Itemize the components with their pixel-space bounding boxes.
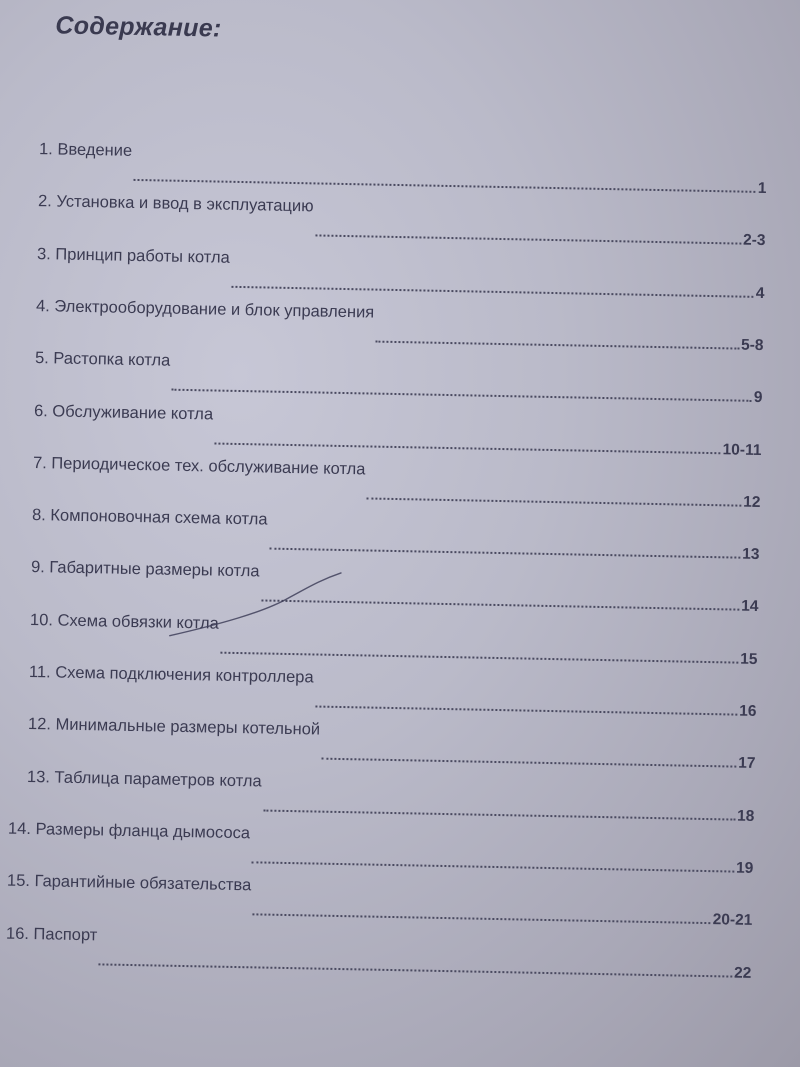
dot-leader	[366, 473, 741, 506]
dot-leader	[98, 939, 732, 977]
toc-entry-page: 20-21	[712, 911, 753, 930]
toc-entry-title: 7. Периодическое тех. обслуживание котла	[32, 453, 366, 479]
toc-entry-title: 5. Растопка котла	[34, 349, 171, 370]
dot-leader	[269, 524, 740, 559]
toc-entry-title: 4. Электрооборудование и блок управления	[35, 296, 375, 322]
toc-entry-title: 11. Схема подключения контроллера	[28, 663, 314, 687]
toc-title: Содержание:	[55, 11, 222, 43]
toc-entry-page: 2-3	[742, 231, 766, 250]
toc-entry-page: 17	[737, 754, 756, 773]
toc-entry-page: 9	[753, 389, 763, 407]
toc-entry-title: 1. Введение	[38, 140, 133, 160]
toc-entry-title: 16. Паспорт	[5, 924, 98, 944]
dot-leader	[231, 261, 753, 297]
toc-entry-page: 4	[755, 284, 765, 302]
toc-entry-page: 14	[741, 598, 759, 616]
toc-entry-page: 19	[735, 859, 754, 877]
toc-entry-title: 9. Габаритные размеры котла	[30, 558, 260, 581]
toc-entry-title: 14. Размеры фланца дымососа	[7, 819, 251, 843]
dot-leader	[261, 576, 739, 611]
dot-leader	[321, 734, 736, 768]
dot-leader	[171, 365, 751, 402]
dot-leader	[263, 785, 735, 820]
toc-entry-title: 12. Минимальные размеры котельной	[27, 715, 321, 739]
toc-entry-page: 13	[742, 545, 760, 564]
dot-leader	[214, 418, 720, 454]
dot-leader	[220, 627, 738, 663]
toc-entry-page: 10-11	[722, 440, 762, 459]
toc-entry-page: 16	[738, 702, 757, 720]
dot-leader	[252, 890, 710, 925]
dot-leader	[133, 155, 755, 193]
toc-entry-page: 12	[743, 493, 761, 511]
toc-entry-page: 22	[733, 964, 752, 982]
toc-entry-page: 5-8	[740, 336, 764, 354]
toc-entry-title: 13. Таблица параметров котла	[26, 767, 262, 791]
toc-entry-title: 8. Компоновочная схема котла	[31, 506, 268, 529]
dot-leader	[375, 316, 739, 349]
toc-entry-title: 10. Схема обвязки котла	[29, 610, 219, 633]
toc-entry-title: 3. Принцип работы котла	[36, 244, 230, 267]
dot-leader	[251, 837, 734, 872]
toc-entry-page: 15	[740, 650, 758, 668]
toc-entry-page: 1	[757, 179, 767, 198]
toc-entry-page: 18	[736, 807, 755, 825]
dot-leader	[315, 211, 741, 245]
toc-entry-title: 15. Гарантийные обязательства	[6, 871, 252, 895]
toc-entry-title: 2. Установка и ввод в эксплуатацию	[37, 192, 314, 216]
toc-entry-title: 6. Обслуживание котла	[33, 401, 214, 423]
dot-leader	[315, 682, 737, 716]
